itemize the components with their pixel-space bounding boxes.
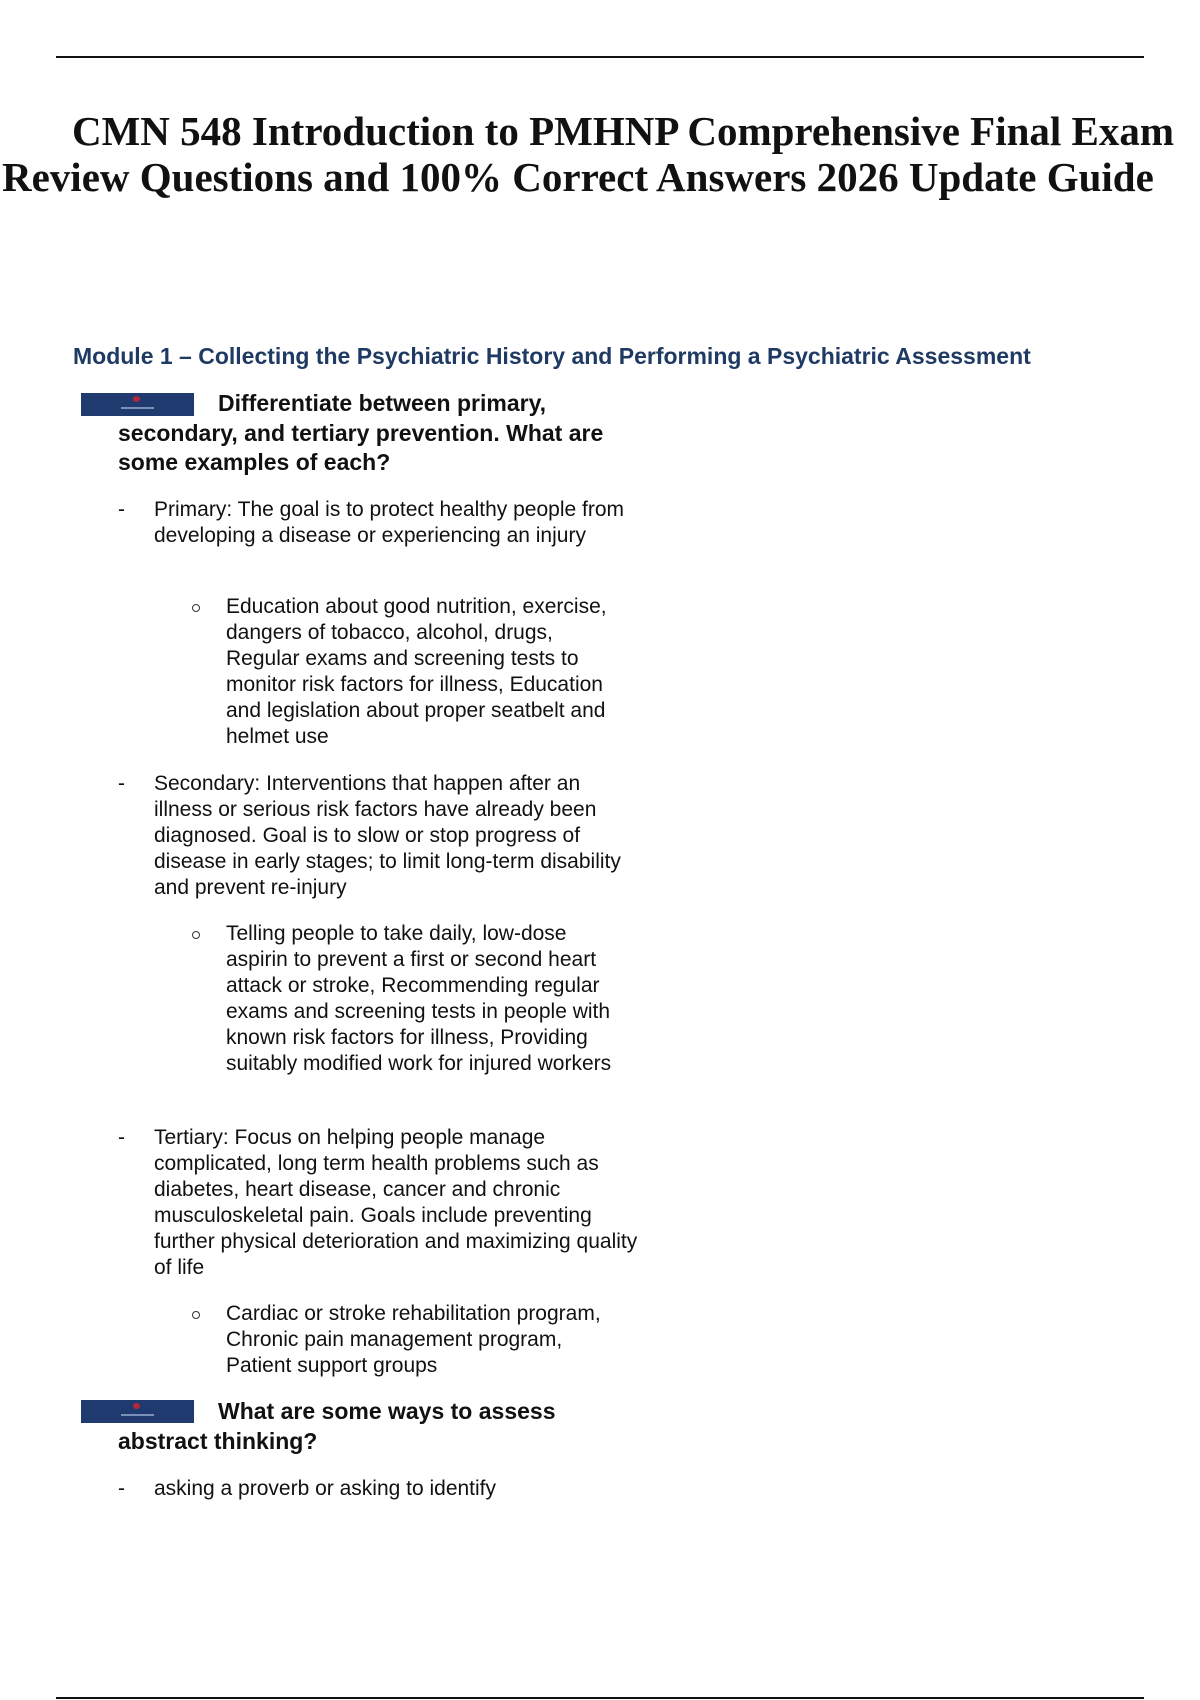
answer-secondary-text: Secondary: Interventions that happen after an illness or serious risk factors have already been diagnosed. Goal is to slow or stop progress of disease in early stages; to limit long-term disability and prevent re-injury (154, 772, 621, 899)
dash-marker: - (118, 1126, 125, 1149)
example-secondary-text: Telling people to take daily, low-dose aspirin to prevent a first or second heart attack or stroke, Recommending regular exams and screening tests in people with known risk factors for illness, Providing suitably modified work for injured workers (226, 922, 612, 1075)
answer-primary (118, 497, 638, 549)
answer-abstract-thinking (118, 1476, 638, 1502)
answer-tertiary-text: Tertiary: Focus on helping people manage complicated, long term health problems such as diabetes, heart disease, cancer and chronic musculoskeletal pain. Goals include preventing further physical deterioration and maximizing quality of life (154, 1126, 638, 1279)
question-1-text: Differentiate between primary, secondary, and tertiary prevention. What are some examples of each? (118, 390, 604, 475)
example-secondary (190, 921, 630, 1077)
dash-marker: - (118, 498, 125, 521)
circle-bullet-icon (192, 1311, 200, 1319)
circle-bullet-icon (192, 931, 200, 939)
title-line-1: CMN 548 Introduction to PMHNP Comprehensive Final Exam (72, 108, 1175, 154)
question-2-text: What are some ways to assess abstract thinking? (118, 1398, 556, 1454)
dash-marker: - (118, 1477, 125, 1500)
top-rule (56, 56, 1144, 58)
title-line-2: Review Questions and 100% Correct Answers 2026 Update Guide (2, 154, 1154, 200)
answer-primary-text: Primary: The goal is to protect healthy people from developing a disease or experiencing an injury (154, 498, 625, 547)
answer-secondary (118, 771, 638, 901)
module-heading: Module 1 – Collecting the Psychiatric History and Performing a Psychiatric Assessment (73, 343, 1031, 369)
example-tertiary-text: Cardiac or stroke rehabilitation program, Chronic pain management program, Patient support groups (226, 1302, 601, 1377)
example-tertiary (190, 1301, 630, 1379)
document-title (0, 108, 1200, 200)
question-2 (118, 1397, 638, 1456)
bottom-rule (56, 1697, 1144, 1699)
answer-abstract-thinking-text: asking a proverb or asking to identify (154, 1477, 497, 1500)
question-1 (118, 389, 638, 478)
circle-bullet-icon (192, 604, 200, 612)
dash-marker: - (118, 772, 125, 795)
example-primary-text: Education about good nutrition, exercise, dangers of tobacco, alcohol, drugs, Regular exams and screening tests to monitor risk factors for illness, Education and legislation about proper seatbelt and helmet use (226, 595, 607, 748)
example-primary (190, 594, 630, 750)
answer-tertiary (118, 1125, 638, 1281)
